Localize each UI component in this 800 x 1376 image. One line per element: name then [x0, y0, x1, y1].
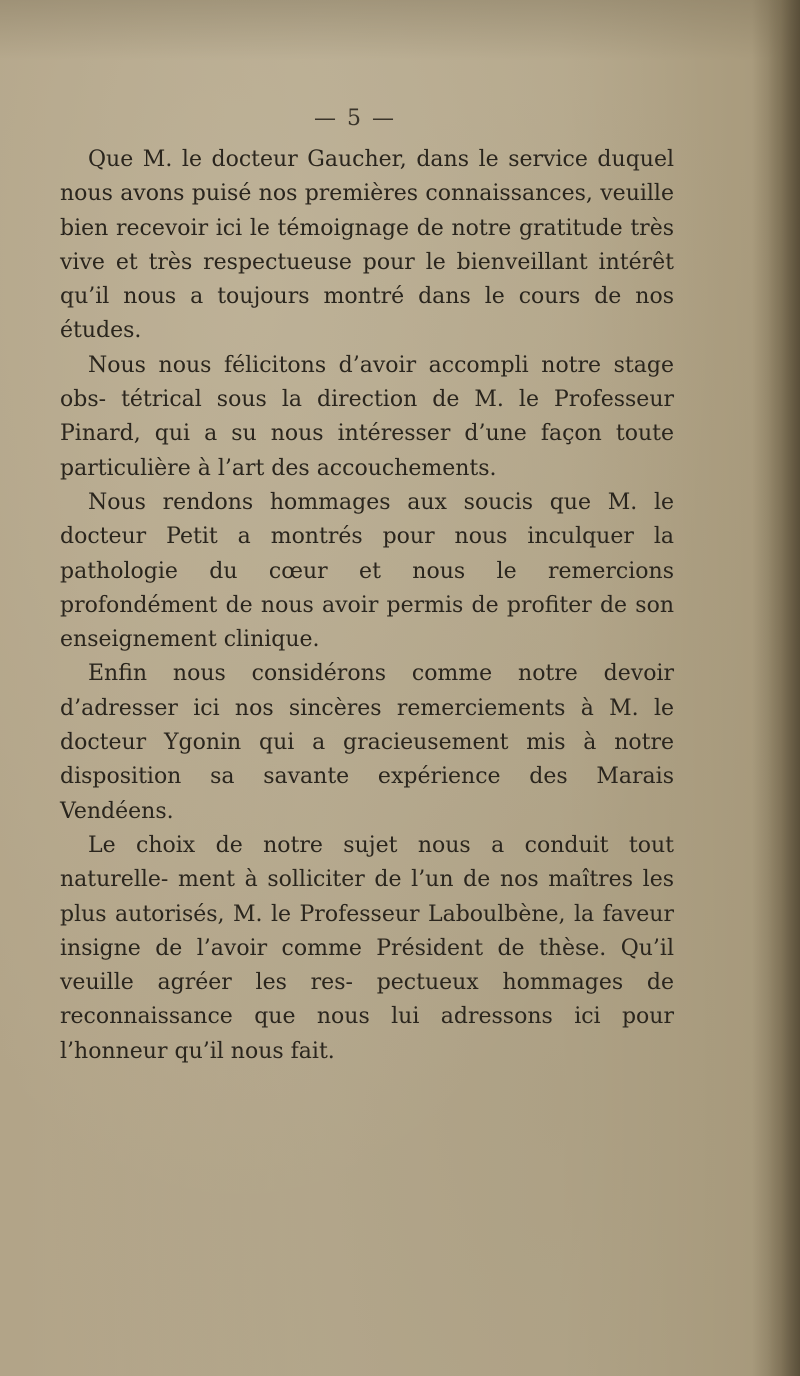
- paragraph-pinard: Nous nous félicitons d’avoir accompli notre stage obs- tétrical sous la direction de M. le Professeur Pinard, qui a su nous intéresser d’une façon toute particulière à l’art des accouchements.: [60, 352, 674, 481]
- paragraph-gaucher: Que M. le docteur Gaucher, dans le service duquel nous avons puisé nos premières connaissances, veuille bien recevoir ici le témoignage de notre gratitude très vive et très respectueuse pour le bienveillant intérêt qu’il nous a toujours montré dans le cours de nos études.: [60, 147, 674, 344]
- paragraph-laboulbene: Le choix de notre sujet nous a conduit tout naturelle- ment à solliciter de l’un de nos maîtres les plus autorisés, M. le Professeur Laboulbène, la faveur insigne de l’avoir comme Président de thèse. Qu’il veuille agréer les res- pectueux hommages de reconnaissance que nous lui adressons ici pour l’honneur qu’il nous fait.: [60, 832, 674, 1064]
- body-text: [60, 143, 674, 1069]
- page-number: — 5 —: [314, 106, 396, 131]
- page-top-shadow: [0, 0, 800, 60]
- paragraph-ygonin: Enfin nous considérons comme notre devoir d’adresser ici nos sincères remerciements à M. le docteur Ygonin qui a gracieusement mis à notre disposition sa savante expérience des Marais Vendéens.: [60, 661, 674, 824]
- paragraph-petit: Nous rendons hommages aux soucis que M. le docteur Petit a montrés pour nous inculquer la pathologie du cœur et nous le remercions profondément de nous avoir permis de profiter de son enseignement clinique.: [60, 489, 674, 653]
- page-right-edge: [752, 0, 800, 1376]
